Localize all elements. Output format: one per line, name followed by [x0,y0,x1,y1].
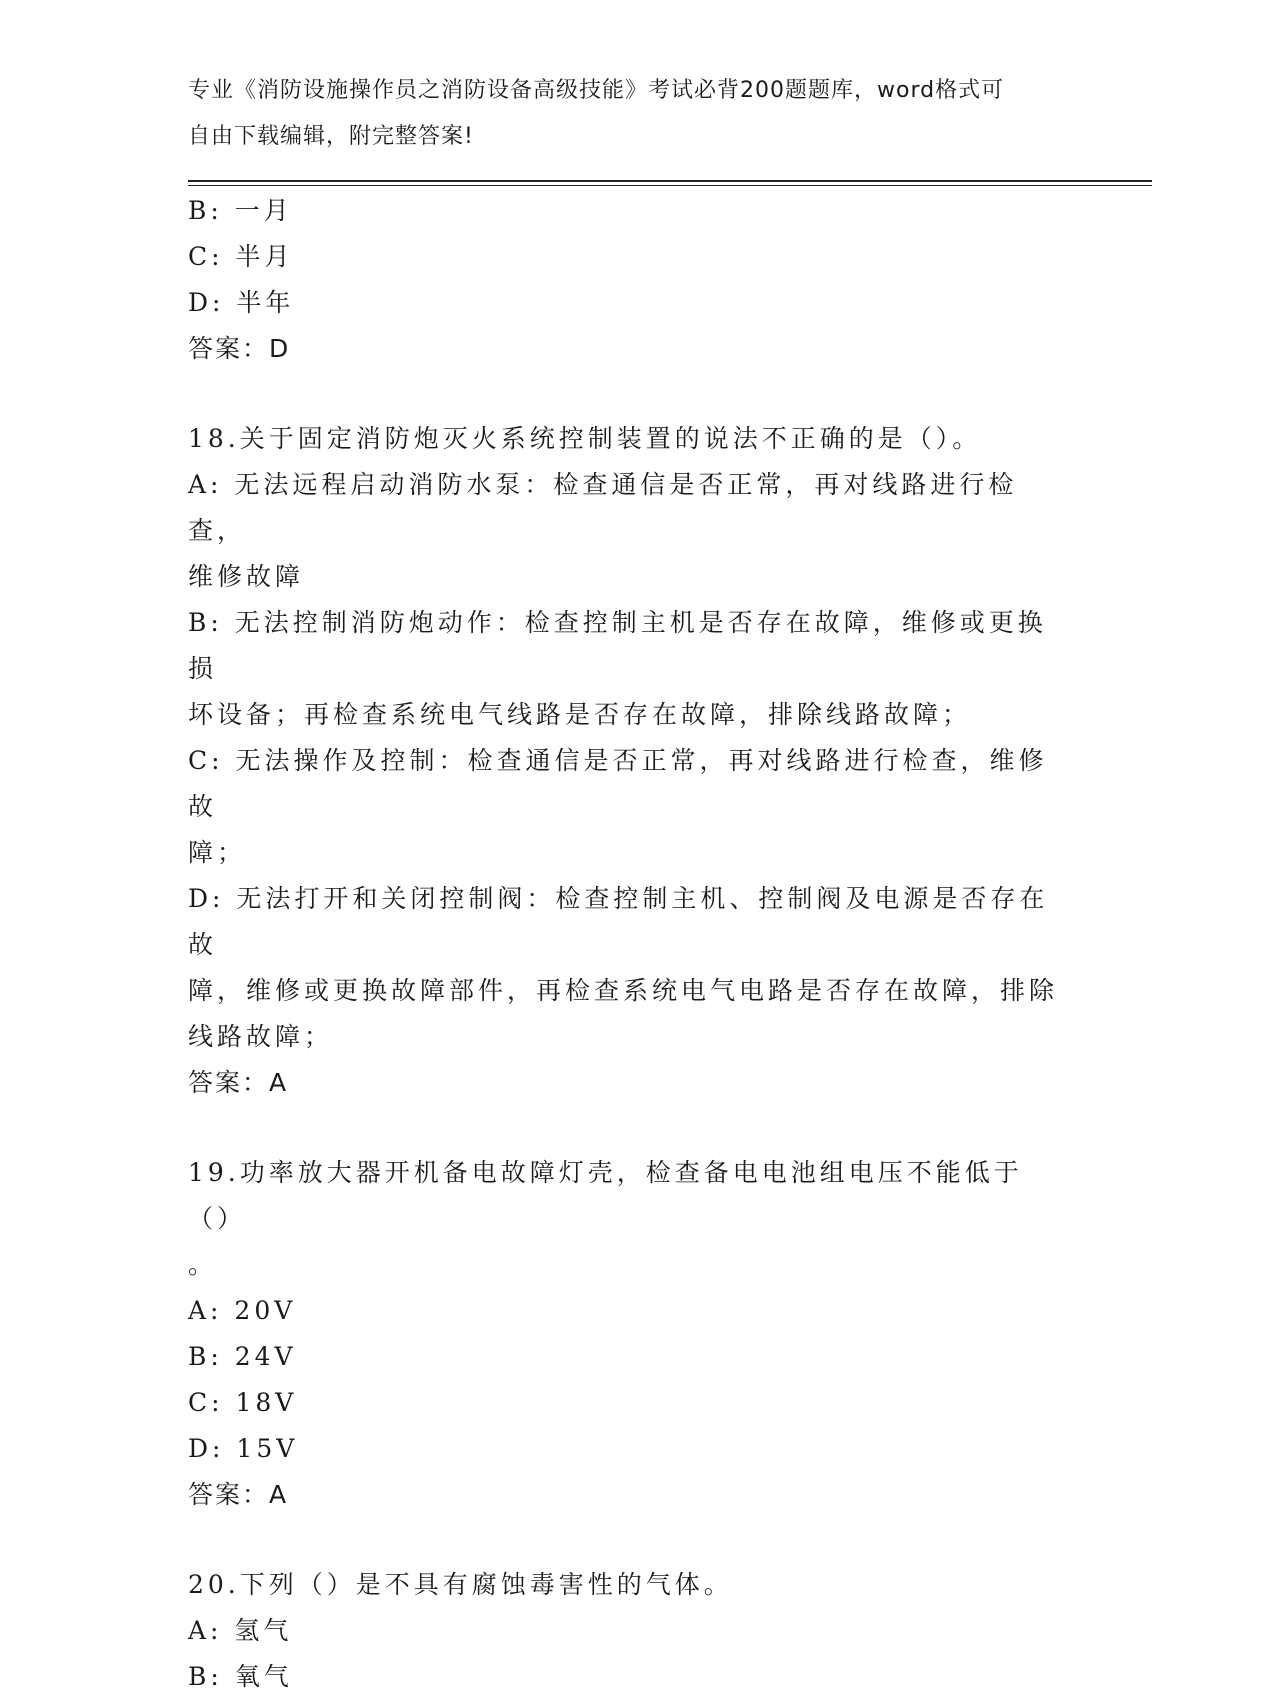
q18-option-d-line-1: D: 无法打开和关闭控制阀：检查控制主机、控制阀及电源是否存在故 [188,884,1049,959]
q18-option-b-line-2: 坏设备；再检查系统电气线路是否存在故障，排除线路故障； [188,700,972,729]
q19-option-b: B: 24V [188,1342,297,1371]
q17-option-b: B: 一月 [188,196,293,225]
q18-option-d-line-3: 线路故障； [188,1022,334,1051]
q18-option-a-line-1: A: 无法远程启动消防水泵：检查通信是否正常，再对线路进行检查， [188,470,1018,545]
document-body [188,188,1068,1700]
page-header [188,74,1068,166]
question-19-block [188,1150,1068,1518]
header-title-line-2: 自由下载编辑，附完整答案! [188,124,474,149]
question-20-block [188,1562,1068,1700]
q19-option-a: A: 20V [188,1296,297,1325]
q19-question-line-1: 19.功率放大器开机备电故障灯壳，检查备电电池组电压不能低于（） [188,1158,1023,1233]
header-divider-thick [188,180,1152,182]
q18-option-c-line-2: 障； [188,838,247,867]
q17-option-d: D: 半年 [188,288,295,317]
q18-answer: 答案：A [188,1068,289,1097]
q20-option-b: B: 氧气 [188,1662,293,1691]
question-17-block [188,188,1068,372]
q19-option-c: C: 18V [188,1388,298,1417]
q18-option-b-line-1: B: 无法控制消防炮动作：检查控制主机是否存在故障，维修或更换损 [188,608,1047,683]
q17-answer: 答案：D [188,334,291,363]
header-title-line-1: 专业《消防设施操作员之消防设备高级技能》考试必背200题题库，word格式可 [188,78,1005,103]
q18-option-d-line-2: 障，维修或更换故障部件，再检查系统电气电路是否存在故障，排除 [188,976,1059,1005]
header-divider-thin [188,185,1152,186]
spacer [188,372,1068,416]
q18-question: 18.关于固定消防炮灭火系统控制装置的说法不正确的是（）。 [188,424,982,453]
q19-answer: 答案：A [188,1480,289,1509]
q20-option-a: A: 氢气 [188,1616,293,1645]
q18-option-a-line-2: 维修故障 [188,562,305,591]
q19-question-line-2: 。 [188,1250,218,1279]
q17-option-c: C: 半月 [188,242,294,271]
q20-question: 20.下列（）是不具有腐蚀毒害性的气体。 [188,1570,733,1599]
spacer [188,1106,1068,1150]
question-18-block [188,416,1068,1106]
q18-option-c-line-1: C: 无法操作及控制：检查通信是否正常，再对线路进行检查，维修故 [188,746,1048,821]
spacer [188,1518,1068,1562]
q19-option-d: D: 15V [188,1434,299,1463]
